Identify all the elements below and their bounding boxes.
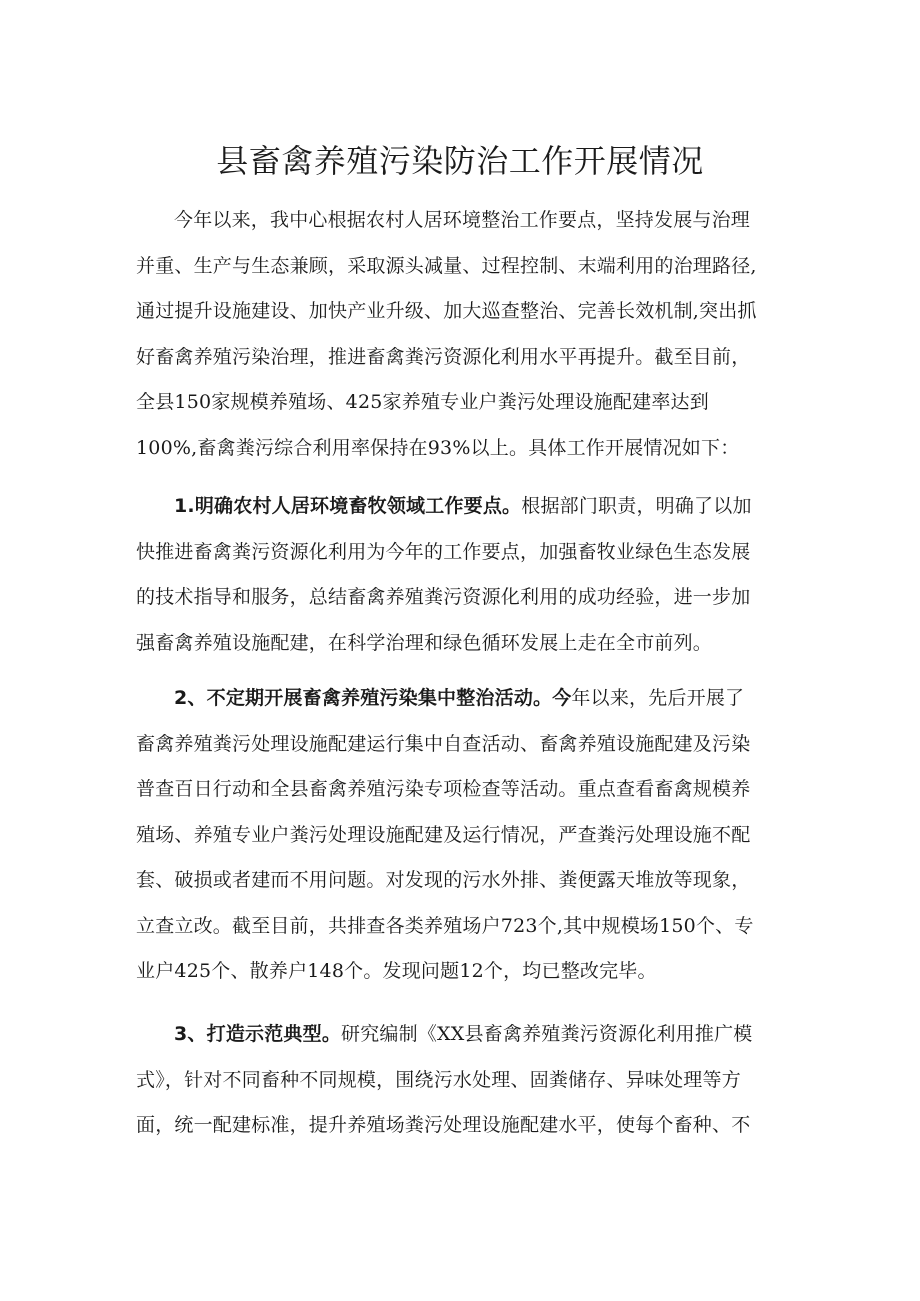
section-2-first-line bbox=[136, 681, 786, 727]
section-1-line: 强畜禽养殖设施配建，在科学治理和绿色循环发展上走在全市前列。 bbox=[136, 631, 713, 654]
section-2-line: 畜禽养殖粪污处理设施配建运行集中自查活动、畜禽养殖设施配建及污染 bbox=[136, 732, 751, 755]
section-3-heading: 3、打造示范典型。 bbox=[174, 1023, 342, 1045]
section-3-first-line-text: 研究编制《XX县畜禽养殖粪污资源化利用推广模 bbox=[341, 1023, 753, 1045]
section-2-line: 普查百日行动和全县畜禽养殖污染专项检查等活动。重点查看畜禽规模养 bbox=[136, 778, 751, 800]
intro-line: 好畜禽养殖污染治理，推进畜禽粪污资源化利用水平再提升。截至目前， bbox=[136, 345, 751, 368]
section-2-line: 套、破损或者建而不用问题。对发现的污水外排、粪便露天堆放等现象， bbox=[136, 869, 751, 891]
section-2-heading: 2、不定期开展畜禽养殖污染集中整治活动。今 bbox=[174, 687, 572, 709]
section-3-paragraph bbox=[136, 1017, 786, 1154]
intro-line: 通过提升设施建设、加快产业升级、加大巡查整治、完善长效机制,突出抓 bbox=[136, 300, 757, 322]
section-3-line: 式》，针对不同畜种不同规模，围绕污水处理、固粪储存、异味处理等方 bbox=[136, 1068, 741, 1091]
section-1-line: 快推进畜禽粪污资源化利用为今年的工作要点，加强畜牧业绿色生态发展 bbox=[136, 540, 751, 563]
document-title: 县畜禽养殖污染防治工作开展情况 bbox=[216, 142, 704, 180]
section-1-first-line-text: 根据部门职责，明确了以加 bbox=[521, 495, 752, 517]
section-2-line: 业户425个、散养户148个。发现问题12个，均已整改完毕。 bbox=[136, 960, 657, 982]
intro-paragraph bbox=[136, 203, 786, 476]
section-2-paragraph bbox=[136, 681, 786, 1000]
section-2-first-line-text: 年以来，先后开展了 bbox=[571, 687, 745, 709]
section-3-line: 面，统一配建标准，提升养殖场粪污处理设施配建水平，使每个畜种、不 bbox=[136, 1114, 751, 1136]
intro-line: 今年以来，我中心根据农村人居环境整治工作要点，坚持发展与治理 bbox=[174, 209, 751, 231]
section-3-first-line bbox=[136, 1017, 786, 1063]
intro-line: 全县150家规模养殖场、425家养殖专业户粪污处理设施配建率达到 bbox=[136, 391, 709, 413]
section-2-line: 殖场、养殖专业户粪污处理设施配建及运行情况，严查粪污处理设施不配 bbox=[136, 823, 751, 846]
section-1-heading: 1.明确农村人居环境畜牧领域工作要点。 bbox=[174, 495, 522, 517]
section-2-line: 立查立改。截至目前，共排查各类养殖场户723个,其中规模场150个、专 bbox=[136, 914, 754, 937]
section-1-first-line bbox=[136, 489, 786, 535]
section-1-line: 的技术指导和服务，总结畜禽养殖粪污资源化利用的成功经验，进一步加 bbox=[136, 586, 751, 608]
intro-line: 100%,畜禽粪污综合利用率保持在93%以上。具体工作开展情况如下： bbox=[136, 436, 740, 459]
section-1-paragraph bbox=[136, 489, 786, 671]
intro-line: 并重、生产与生态兼顾，采取源头减量、过程控制、末端利用的治理路径, bbox=[136, 254, 757, 277]
